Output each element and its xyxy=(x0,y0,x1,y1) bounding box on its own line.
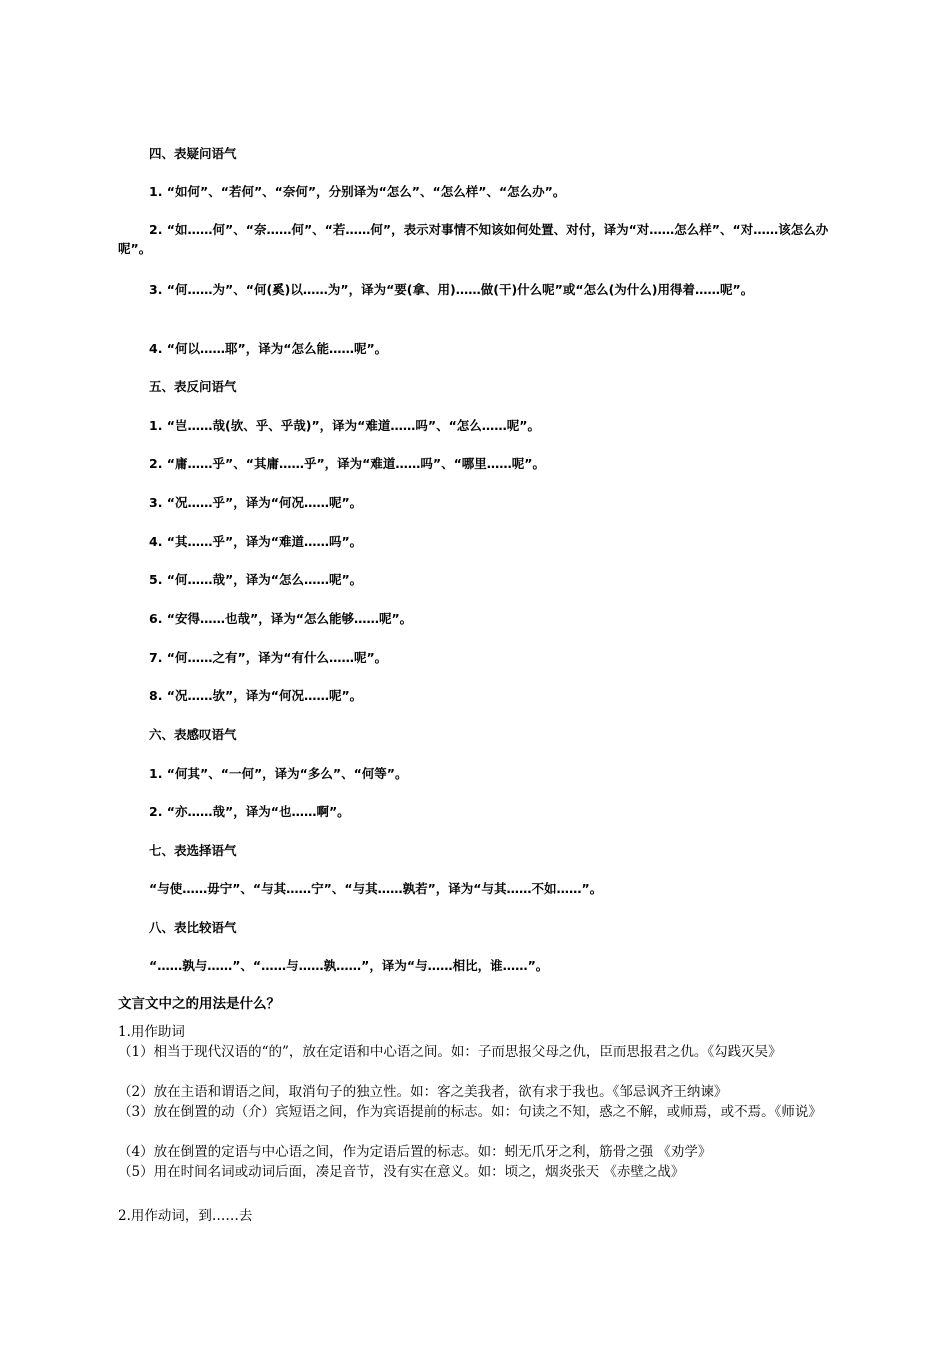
zhi-part-2-heading: 2.用作动词，到……去 xyxy=(118,1208,253,1224)
zhi-question-heading: 文言文中之的用法是什么？ xyxy=(118,996,280,1012)
section-4-title: 四、表疑问语气 xyxy=(149,146,237,161)
section-5-item-8: 8. “况……欤”，译为“何况……呢”。 xyxy=(149,688,363,703)
section-4-item-3: 3. “何……为”、“何(奚)以……为”，译为“要(拿、用)……做(干)什么呢”或“怎么(为什么)用得着……呢”。 xyxy=(149,282,754,297)
section-5-item-4: 4. “其……乎”，译为“难道……吗”。 xyxy=(149,534,363,549)
zhi-part-1-heading: 1.用作助词 xyxy=(118,1024,185,1040)
section-5-item-1: 1. “岂……哉(欤、乎、乎哉)”，译为“难道……吗”、“怎么……呢”。 xyxy=(149,418,541,433)
section-4-item-2: 2. “如……何”、“奈……何”、“若……何”，表示对事情不知该如何处置、对付，译为“对……怎么样”、“对……该怎么办呢”。 xyxy=(118,222,829,256)
zhi-point-5: （5）用在时间名词或动词后面，凑足音节，没有实在意义。如：顷之，烟炎张天 《赤壁之战》 xyxy=(118,1164,685,1180)
section-6-item-2: 2. “亦……哉”，译为“也……啊”。 xyxy=(149,804,350,819)
section-8-title: 八、表比较语气 xyxy=(149,920,237,935)
section-8-item-1: “……孰与……”、“……与……孰……”，译为“与……相比，谁……”。 xyxy=(149,958,549,973)
section-5-item-6: 6. “安得……也哉”，译为“怎么能够……呢”。 xyxy=(149,611,413,626)
section-4-item-4: 4. “何以……耶”，译为“怎么能……呢”。 xyxy=(149,341,388,356)
section-7-title: 七、表选择语气 xyxy=(149,843,237,858)
section-7-item-1: “与使……毋宁”、“与其……宁”、“与其……孰若”，译为“与其……不如……”。 xyxy=(149,881,603,896)
section-6-title: 六、表感叹语气 xyxy=(149,727,237,742)
zhi-point-2: （2）放在主语和谓语之间，取消句子的独立性。如：客之美我者，欲有求于我也。《邹忌讽齐王纳谏》 xyxy=(118,1084,728,1100)
zhi-point-3: （3）放在倒置的动（介）宾短语之间，作为宾语提前的标志。如：句读之不知，惑之不解，或师焉，或不焉。《师说》 xyxy=(118,1104,822,1120)
section-5-item-2: 2. “庸……乎”、“其庸……乎”，译为“难道……吗”、“哪里……呢”。 xyxy=(149,456,546,471)
section-5-item-3: 3. “况……乎”，译为“何况……呢”。 xyxy=(149,495,363,510)
section-4-item-1: 1. “如何”、“若何”、“奈何”，分别译为“怎么”、“怎么样”、“怎么办”。 xyxy=(149,184,566,199)
section-5-title: 五、表反问语气 xyxy=(149,379,237,394)
zhi-point-1: （1）相当于现代汉语的“的”，放在定语和中心语之间。如：子而思报父母之仇，臣而思报君之仇。《勾践灭吴》 xyxy=(118,1044,782,1060)
section-5-item-7: 7. “何……之有”，译为“有什么……呢”。 xyxy=(149,650,388,665)
zhi-point-4: （4）放在倒置的定语与中心语之间，作为定语后置的标志。如：蚓无爪牙之利，筋骨之强 《劝学》 xyxy=(118,1144,712,1160)
section-6-item-1: 1. “何其”、“一何”，译为“多么”、“何等”。 xyxy=(149,766,408,781)
section-5-item-5: 5. “何……哉”，译为“怎么……呢”。 xyxy=(149,572,363,587)
